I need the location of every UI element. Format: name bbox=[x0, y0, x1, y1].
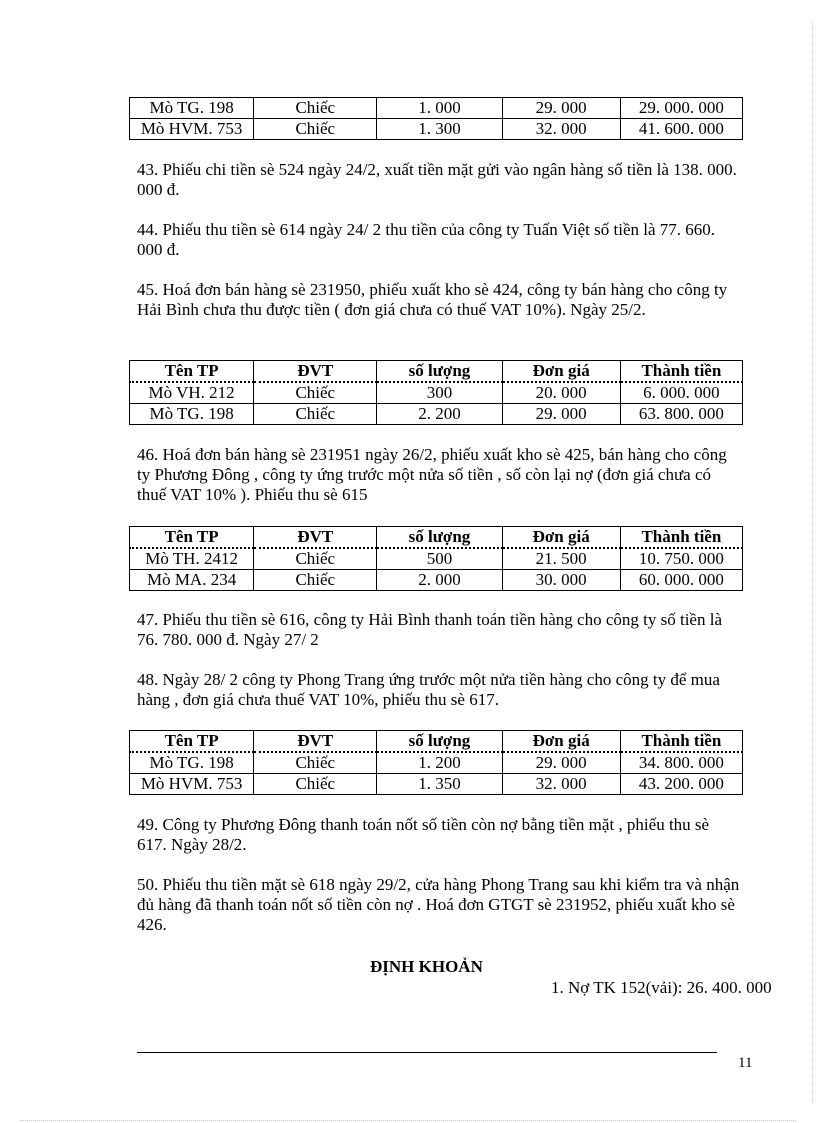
table-row bbox=[130, 382, 743, 404]
cell-product: Mò MA. 234 bbox=[130, 570, 254, 591]
cell-product: Mò TG. 198 bbox=[130, 98, 254, 119]
cell-unit: Chiếc bbox=[254, 382, 377, 404]
page-bottom-edge bbox=[20, 1120, 796, 1121]
table-row bbox=[130, 404, 743, 425]
table-row bbox=[130, 98, 743, 119]
header-quantity: số lượng bbox=[377, 361, 502, 383]
items-table-46 bbox=[129, 526, 743, 591]
cell-unit-price: 29. 000 bbox=[502, 404, 620, 425]
table-header-row bbox=[130, 731, 743, 753]
header-unit: ĐVT bbox=[254, 361, 377, 383]
cell-unit: Chiếc bbox=[254, 570, 377, 591]
cell-amount: 34. 800. 000 bbox=[620, 752, 742, 774]
header-product: Tên TP bbox=[130, 527, 254, 549]
cell-unit-price: 32. 000 bbox=[502, 119, 620, 140]
cell-unit: Chiếc bbox=[254, 548, 377, 570]
cell-product: Mò TG. 198 bbox=[130, 752, 254, 774]
cell-product: Mò HVM. 753 bbox=[130, 774, 254, 795]
cell-amount: 60. 000. 000 bbox=[620, 570, 742, 591]
cell-unit: Chiếc bbox=[254, 119, 377, 140]
cell-product: Mò HVM. 753 bbox=[130, 119, 254, 140]
cell-quantity: 1. 200 bbox=[377, 752, 502, 774]
header-unit-price: Đơn giá bbox=[502, 527, 620, 549]
page-number: 11 bbox=[738, 1055, 753, 1071]
header-product: Tên TP bbox=[130, 731, 254, 753]
table-row bbox=[130, 752, 743, 774]
cell-unit-price: 29. 000 bbox=[502, 98, 620, 119]
page-right-edge bbox=[812, 20, 813, 1103]
cell-amount: 10. 750. 000 bbox=[620, 548, 742, 570]
cell-amount: 43. 200. 000 bbox=[620, 774, 742, 795]
cell-unit-price: 20. 000 bbox=[502, 382, 620, 404]
cell-amount: 6. 000. 000 bbox=[620, 382, 742, 404]
table-row bbox=[130, 570, 743, 591]
cell-quantity: 1. 350 bbox=[377, 774, 502, 795]
items-table-45 bbox=[129, 360, 743, 425]
table-row bbox=[130, 774, 743, 795]
cell-amount: 41. 600. 000 bbox=[620, 119, 742, 140]
cell-product: Mò TH. 2412 bbox=[130, 548, 254, 570]
items-table-48 bbox=[129, 730, 743, 795]
section-heading: ĐỊNH KHOẢN bbox=[370, 957, 483, 976]
header-amount: Thành tiền bbox=[620, 361, 742, 383]
journal-entry-1: 1. Nợ TK 152(vải): 26. 400. 000 bbox=[551, 978, 772, 997]
table-row bbox=[130, 548, 743, 570]
paragraph-50: 50. Phiếu thu tiền mặt sè 618 ngày 29/2, cửa hàng Phong Trang sau khi kiểm tra và nhận đủ hàng đã thanh toán nốt số tiền còn nợ . Hoá đơn GTGT sè 231952, phiếu xuất kho sè 426. bbox=[137, 875, 740, 934]
header-amount: Thành tiền bbox=[620, 731, 742, 753]
paragraph-45: 45. Hoá đơn bán hàng sè 231950, phiếu xuất kho sè 424, công ty bán hàng cho công ty Hải Bình chưa thu được tiền ( đơn giá chưa có thuế VAT 10%). Ngày 25/2. bbox=[137, 280, 728, 319]
header-quantity: số lượng bbox=[377, 731, 502, 753]
paragraph-48: 48. Ngày 28/ 2 công ty Phong Trang ứng trước một nửa tiền hàng cho công ty để mua hàng , đơn giá chưa thuế VAT 10%, phiếu thu sè 617. bbox=[137, 670, 720, 709]
cell-amount: 63. 800. 000 bbox=[620, 404, 742, 425]
cell-unit: Chiếc bbox=[254, 752, 377, 774]
cell-unit-price: 29. 000 bbox=[502, 752, 620, 774]
paragraph-49: 49. Công ty Phương Đông thanh toán nốt số tiền còn nợ bằng tiền mặt , phiếu thu sè 617. Ngày 28/2. bbox=[137, 815, 710, 854]
footer-divider bbox=[137, 1052, 717, 1053]
cell-unit: Chiếc bbox=[254, 774, 377, 795]
cell-amount: 29. 000. 000 bbox=[620, 98, 742, 119]
paragraph-43: 43. Phiếu chi tiền sè 524 ngày 24/2, xuất tiền mặt gửi vào ngân hàng số tiền là 138. 000. 000 đ. bbox=[137, 160, 737, 199]
header-amount: Thành tiền bbox=[620, 527, 742, 549]
cell-quantity: 2. 200 bbox=[377, 404, 502, 425]
table-header-row bbox=[130, 361, 743, 383]
header-product: Tên TP bbox=[130, 361, 254, 383]
paragraph-44: 44. Phiếu thu tiền sè 614 ngày 24/ 2 thu tiền của công ty Tuấn Việt số tiền là 77. 660. 000 đ. bbox=[137, 220, 716, 259]
paragraph-47: 47. Phiếu thu tiền sè 616, công ty Hải Bình thanh toán tiền hàng cho công ty số tiền là 76. 780. 000 đ. Ngày 27/ 2 bbox=[137, 610, 722, 649]
paragraph-46: 46. Hoá đơn bán hàng sè 231951 ngày 26/2, phiếu xuất kho sè 425, bán hàng cho công ty Phương Đông , công ty ứng trước một nửa số tiền , số còn lại nợ (đơn giá chưa có thuế VAT 10% ). Phiếu thu sè 615 bbox=[137, 445, 727, 504]
cell-quantity: 2. 000 bbox=[377, 570, 502, 591]
cell-quantity: 1. 000 bbox=[377, 98, 502, 119]
cell-unit: Chiếc bbox=[254, 404, 377, 425]
cell-unit: Chiếc bbox=[254, 98, 377, 119]
table-header-row bbox=[130, 527, 743, 549]
header-unit: ĐVT bbox=[254, 731, 377, 753]
table-row bbox=[130, 119, 743, 140]
cell-unit-price: 30. 000 bbox=[502, 570, 620, 591]
header-unit-price: Đơn giá bbox=[502, 731, 620, 753]
header-unit-price: Đơn giá bbox=[502, 361, 620, 383]
cell-unit-price: 32. 000 bbox=[502, 774, 620, 795]
header-unit: ĐVT bbox=[254, 527, 377, 549]
cell-quantity: 300 bbox=[377, 382, 502, 404]
items-table-continued bbox=[129, 97, 743, 140]
cell-product: Mò VH. 212 bbox=[130, 382, 254, 404]
header-quantity: số lượng bbox=[377, 527, 502, 549]
cell-unit-price: 21. 500 bbox=[502, 548, 620, 570]
cell-product: Mò TG. 198 bbox=[130, 404, 254, 425]
cell-quantity: 1. 300 bbox=[377, 119, 502, 140]
cell-quantity: 500 bbox=[377, 548, 502, 570]
